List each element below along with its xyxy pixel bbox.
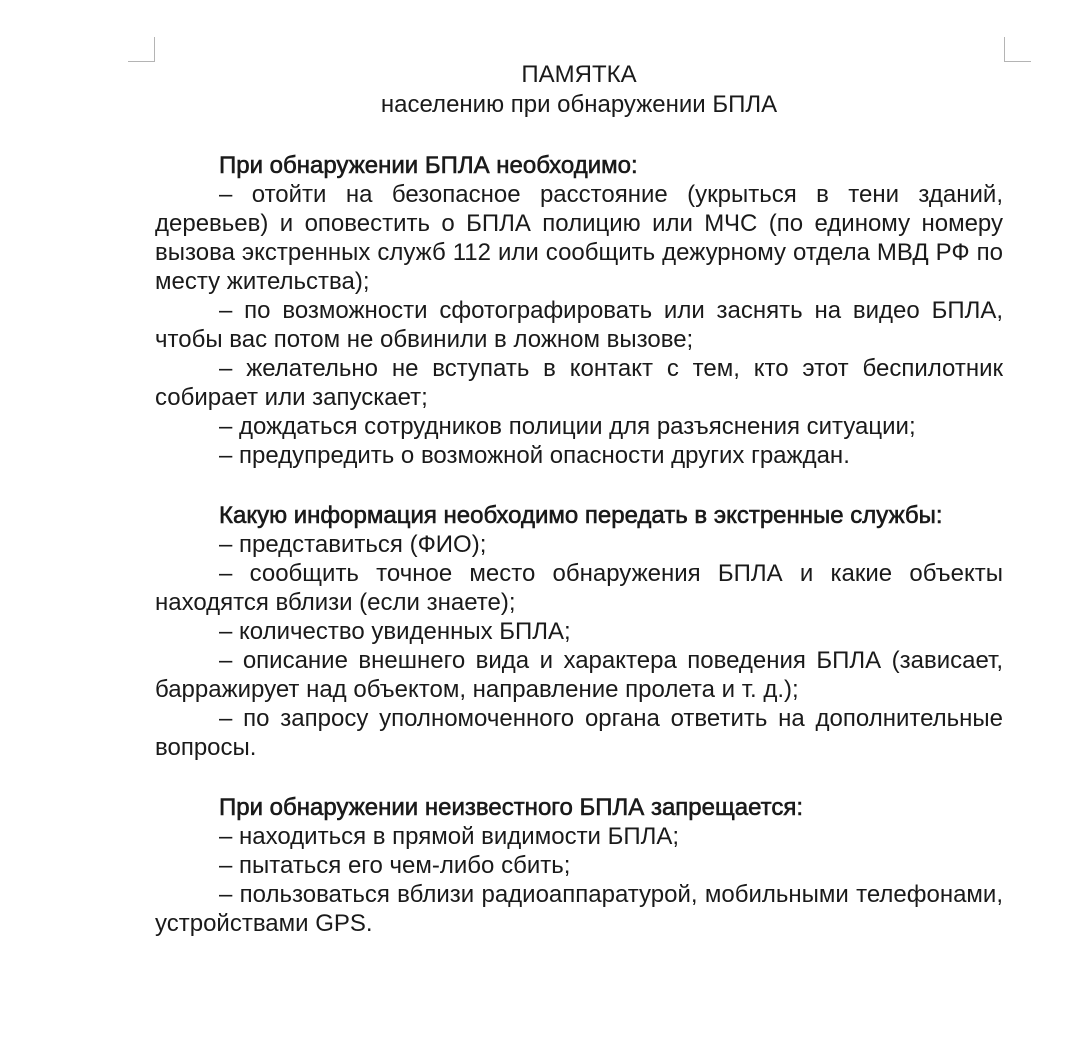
section-heading: Какую информация необходимо передать в экстренные службы: <box>219 502 943 529</box>
section-prohibited <box>155 793 1003 938</box>
margin-corner-mark-left <box>128 37 155 62</box>
document-title: ПАМЯТКА <box>521 61 637 88</box>
list-item: – описание внешнего вида и характера поведения БПЛА (зависает, барражирует над объектом, направление пролета и т. д.); <box>155 647 1003 703</box>
list-item: – по возможности сфотографировать или заснять на видео БПЛА, чтобы вас потом не обвинили в ложном вызове; <box>155 297 1003 353</box>
section-actions <box>155 151 1003 470</box>
document-content <box>155 60 1003 938</box>
margin-corner-mark-right <box>1004 37 1031 62</box>
section-information <box>155 501 1003 762</box>
document-subtitle: населению при обнаружении БПЛА <box>380 91 778 118</box>
list-item: – желательно не вступать в контакт с тем, кто этот беспилотник собирает или запускает; <box>155 355 1003 411</box>
list-item: – количество увиденных БПЛА; <box>219 618 571 645</box>
list-item: – дождаться сотрудников полиции для разъяснения ситуации; <box>219 413 916 440</box>
list-item: – сообщить точное место обнаружения БПЛА и какие объекты находятся вблизи (если знаете); <box>155 560 1003 616</box>
list-item: – находиться в прямой видимости БПЛА; <box>219 823 680 850</box>
list-item: – пытаться его чем-либо сбить; <box>219 852 571 879</box>
list-item: – по запросу уполномоченного органа ответить на дополнительные вопросы. <box>155 705 1003 761</box>
section-heading: При обнаружении неизвестного БПЛА запрещается: <box>219 794 804 821</box>
list-item: – представиться (ФИО); <box>219 531 487 558</box>
list-item: – пользоваться вблизи радиоаппаратурой, мобильными телефонами, устройствами GPS. <box>155 881 1003 937</box>
list-item: – отойти на безопасное расстояние (укрыться в тени зданий, деревьев) и оповестить о БПЛА полицию или МЧС (по единому номеру вызова экстренных служб 112 или сообщить дежурному отдела МВД РФ по месту жительства); <box>155 181 1003 295</box>
list-item: – предупредить о возможной опасности других граждан. <box>219 442 850 469</box>
section-heading: При обнаружении БПЛА необходимо: <box>219 152 638 179</box>
